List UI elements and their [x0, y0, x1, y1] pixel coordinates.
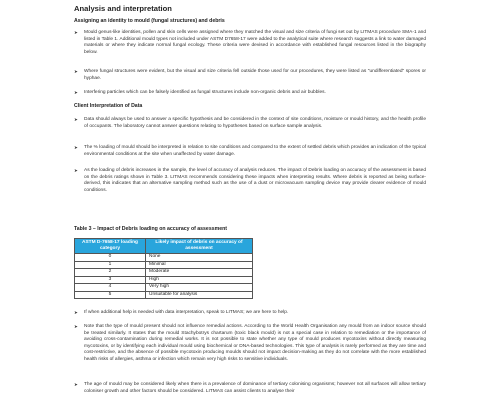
category-cell: 0	[75, 254, 146, 262]
table-row	[75, 291, 253, 299]
arrow-bullet-icon: ➤	[74, 324, 78, 329]
list-item: ➤ Note that the type of mould present should not influence remedial actions. According to the World Health Organisation any mould from an indoor source should be treated similarly. It states that the mould Stachybotrys chartarum (toxic black mould) is not a special case in relation to remediation or the importance of avoiding cross-contamination during remedial works. It is not possible to state whether any type of mould produces mycotoxins without directly measuring mycotoxins, or by identifying each individual mould using biochemical or DNA-based technologies. This type of analysis is rarely performed as they are time and cost-restrictive, and the absence of possible mycotoxin producing moulds should not impact decision-making as they do not correlate with the more established health risks of allergies, asthma or infection which remain very high risks to sensitive individuals.	[74, 324, 426, 362]
arrow-bullet-icon: ➤	[74, 382, 78, 387]
category-cell: 1	[75, 261, 146, 269]
section-heading-identity: Assigning an identity to mould (fungal structures) and debris	[74, 18, 225, 24]
arrow-bullet-icon: ➤	[74, 310, 78, 315]
table-row	[75, 261, 253, 269]
list-item: ➤ If when additional help is needed with data interpretation, speak to LITMAS; we are here to help.	[74, 310, 289, 315]
arrow-bullet-icon: ➤	[74, 117, 78, 122]
list-item: ➤ Interfering particles which can be falsely identified as fungal structures include non-organic debris and air bubbles.	[74, 90, 326, 95]
impact-cell: Minimal	[146, 261, 253, 269]
table-row	[75, 269, 253, 277]
category-cell: 3	[75, 276, 146, 284]
impact-cell: Unsuitable for analysis	[146, 291, 253, 299]
arrow-bullet-icon: ➤	[74, 168, 78, 173]
arrow-bullet-icon: ➤	[74, 30, 78, 35]
impact-cell: High	[146, 276, 253, 284]
column-header-impact: Likely impact of debris on accuracy of assessment	[146, 239, 253, 254]
category-cell: 4	[75, 284, 146, 292]
column-header-category: ASTM D-7658-17 loading category	[75, 239, 146, 254]
table-row	[75, 254, 253, 262]
arrow-bullet-icon: ➤	[74, 145, 78, 150]
debris-impact-table	[74, 238, 253, 299]
arrow-bullet-icon: ➤	[74, 90, 78, 95]
list-item: ➤ As the loading of debris increases in the sample, the level of accuracy of analysis reduces. The impact of Debris loading on accuracy of the assessment is based on the debris ratings shown in Table 3. LITMAS recommends considering these impacts when interpreting results. Where debris is reported as being surface-derived, this indicates that an alternative sampling method such as the use of a dust or microvacuum sampling device may provide clearer evidence of mould conditions.	[74, 168, 426, 193]
impact-cell: None	[146, 254, 253, 262]
table-row	[75, 284, 253, 292]
category-cell: 2	[75, 269, 146, 277]
section-heading-interpretation: Client Interpretation of Data	[74, 103, 143, 109]
list-item: ➤ Data should always be used to answer a specific hypothesis and be considered in the context of site conditions, moisture or mould history, and the health profile of occupants. The laboratory cannot answer questions relating to hypotheses based on surface sample analysis.	[74, 117, 426, 129]
page-title: Analysis and interpretation	[74, 4, 172, 13]
list-item: ➤ The age of mould may be considered likely when there is a prevalence of dominance of tertiary colonising organisms; however not all surfaces will allow tertiary coloniser growth and other factors should be considered. LITMAS can assist clients to analyse their	[74, 382, 426, 394]
table-header-row	[75, 239, 253, 254]
table-caption: Table 3 – Impact of Debris loading on accuracy of assessment	[74, 226, 227, 232]
list-item: ➤ The % loading of mould should be interpreted in relation to site conditions and compared to the extent of settled debris which provides an indication of the typical environmental conditions at the site when unaffected by water damage.	[74, 145, 426, 157]
list-item: ➤ Mould genus-like identities, pollen and skin cells were assigned where they matched the visual and size criteria of fungi set out by LITMAS procedure SMA-1 and listed in Table 1. Additional mould types not included under ASTM D7658-17 were added to the analytical suite where research suggests a link to water damaged materials or where they indicate normal fungal ecology. These criteria were devised in accordance with established fungal resources listed in the biography below.	[74, 30, 426, 55]
arrow-bullet-icon: ➤	[74, 69, 78, 74]
impact-cell: Very high	[146, 284, 253, 292]
list-item: ➤ Where fungal structures were evident, but the visual and size criteria fell outside those used for our procedures, they were listed as "undifferentiated" spores or hyphae.	[74, 69, 426, 81]
table-row	[75, 276, 253, 284]
impact-cell: Moderate	[146, 269, 253, 277]
category-cell: 5	[75, 291, 146, 299]
